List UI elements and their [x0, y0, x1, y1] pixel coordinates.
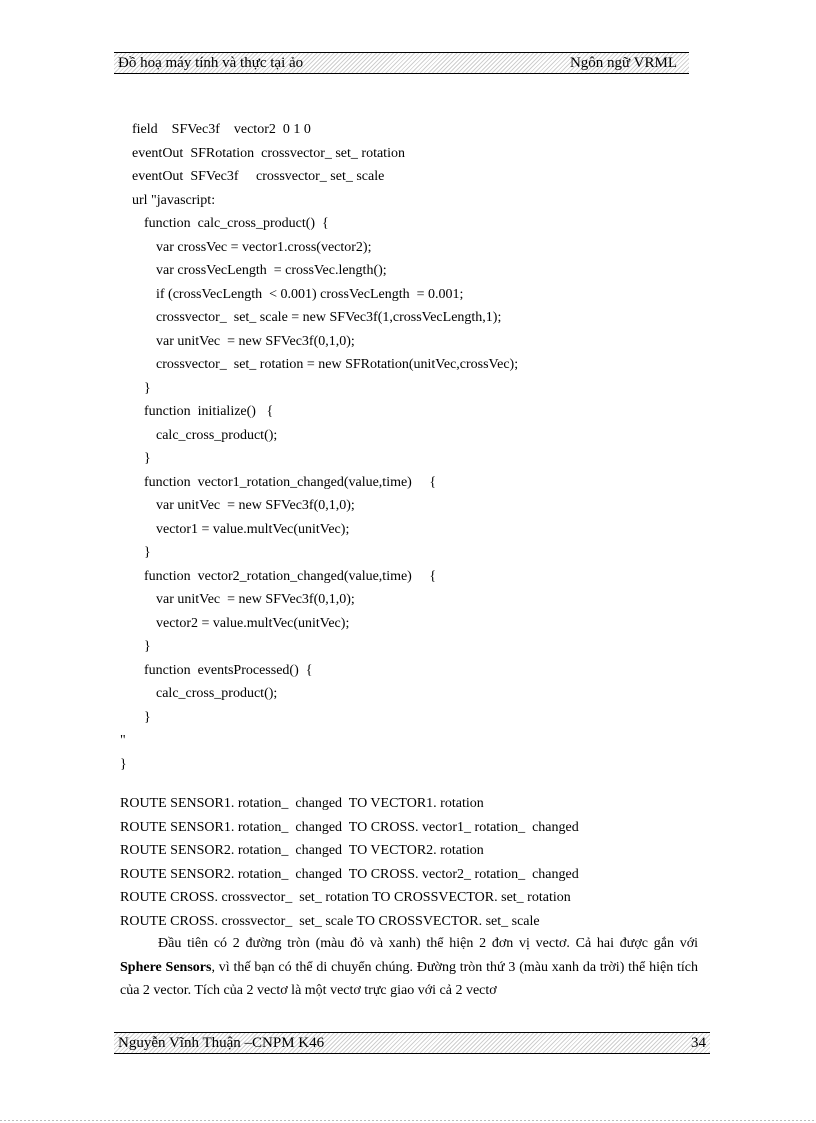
paragraph-text-2: , vì thế bạn có thể di chuyển chúng. Đường tròn thứ 3 (màu xanh da trời) thể hiện tích của 2 vector. Tích của 2 vectơ là một vectơ trực giao với cả 2 vectơ	[120, 959, 698, 998]
page-header	[114, 52, 689, 74]
route-line: ROUTE CROSS. crossvector_ set_ scale TO CROSSVECTOR. set_ scale	[120, 913, 540, 929]
code-line: }	[120, 756, 127, 772]
code-line: vector2 = value.multVec(unitVec);	[156, 615, 350, 631]
route-line: ROUTE SENSOR1. rotation_ changed TO CROSS. vector1_ rotation_ changed	[120, 819, 579, 835]
code-line: function calc_cross_product() {	[144, 216, 329, 231]
code-line: field SFVec3f vector2 0 1 0	[132, 122, 311, 137]
code-line: url "javascript:	[132, 192, 216, 208]
code-line: }	[144, 451, 151, 466]
code-line: var crossVec = vector1.cross(vector2);	[156, 239, 372, 255]
code-line: function initialize() {	[144, 404, 274, 419]
page-edge-rule	[0, 1120, 816, 1121]
route-line: ROUTE SENSOR1. rotation_ changed TO VECTOR1. rotation	[120, 796, 484, 811]
code-line: function vector2_rotation_changed(value,time) {	[144, 568, 437, 584]
code-line: calc_cross_product();	[156, 686, 278, 701]
code-line: var unitVec = new SFVec3f(0,1,0);	[156, 498, 355, 513]
code-line: var unitVec = new SFVec3f(0,1,0);	[156, 333, 355, 349]
code-line: eventOut SFVec3f crossvector_ set_ scale	[132, 169, 385, 184]
body-paragraph	[120, 932, 698, 1003]
code-line: if (crossVecLength < 0.001) crossVecLength = 0.001;	[156, 286, 464, 302]
code-line: var unitVec = new SFVec3f(0,1,0);	[156, 592, 355, 607]
code-line: var crossVecLength = crossVec.length();	[156, 263, 387, 278]
code-line: crossvector_ set_ scale = new SFVec3f(1,crossVecLength,1);	[156, 310, 502, 325]
route-line: ROUTE SENSOR2. rotation_ changed TO VECTOR2. rotation	[120, 843, 484, 858]
code-line: }	[144, 709, 151, 725]
page-number: 34	[691, 1035, 706, 1051]
header-title: Đồ hoạ máy tính và thực tại ảo	[118, 55, 304, 71]
footer-author: Nguyễn Vĩnh Thuận –CNPM K46	[118, 1035, 325, 1051]
paragraph-bold-term: Sphere Sensors	[120, 959, 212, 975]
code-line: vector1 = value.multVec(unitVec);	[156, 521, 350, 537]
code-line: "	[120, 733, 126, 748]
code-line: function eventsProcessed() {	[144, 662, 313, 678]
paragraph-text-1: Đầu tiên có 2 đường tròn (màu đỏ và xanh) thể hiện 2 đơn vị vectơ. Cả hai được gắn với	[158, 936, 698, 951]
page-footer	[114, 1032, 710, 1054]
code-line: }	[144, 639, 151, 654]
code-line: }	[144, 545, 151, 560]
code-line: }	[144, 380, 151, 396]
code-line: eventOut SFRotation crossvector_ set_ rotation	[132, 145, 405, 161]
code-line: function vector1_rotation_changed(value,time) {	[144, 474, 437, 490]
route-line: ROUTE SENSOR2. rotation_ changed TO CROSS. vector2_ rotation_ changed	[120, 866, 579, 882]
code-line: crossvector_ set_ rotation = new SFRotation(unitVec,crossVec);	[156, 357, 519, 372]
header-section: Ngôn ngữ VRML	[569, 55, 677, 71]
code-line: calc_cross_product();	[156, 427, 278, 443]
route-line: ROUTE CROSS. crossvector_ set_ rotation TO CROSSVECTOR. set_ rotation	[120, 890, 571, 905]
